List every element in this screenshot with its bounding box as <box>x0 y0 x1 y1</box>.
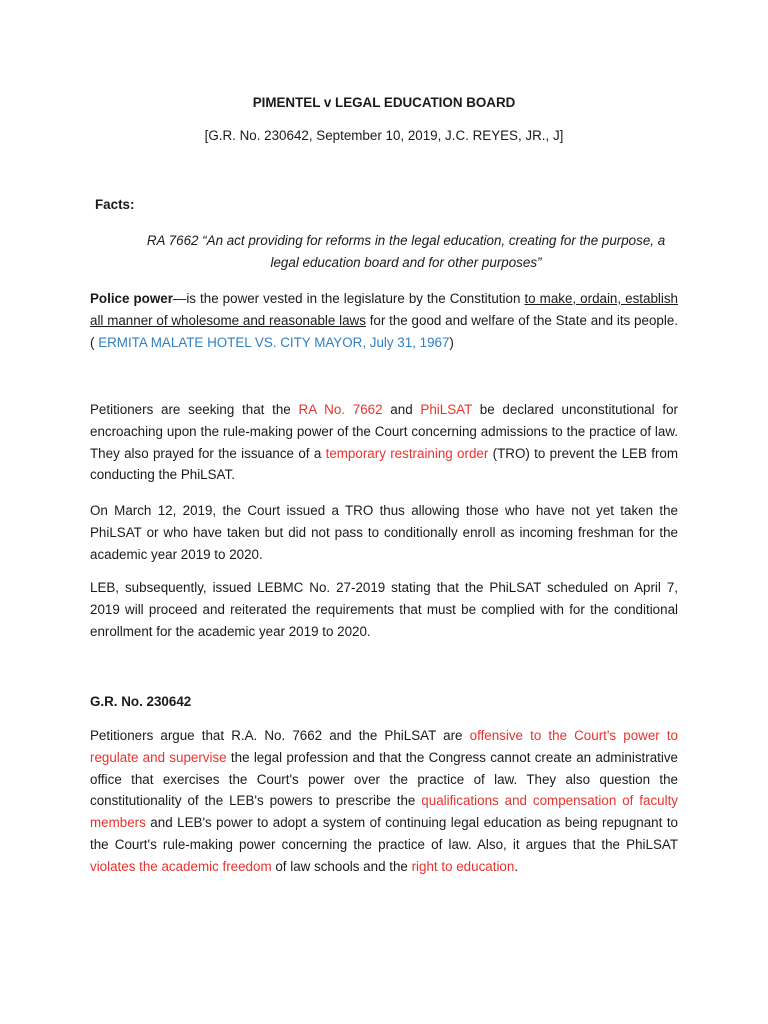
petition-text-2: and <box>382 402 421 417</box>
highlight-tro: temporary restraining order <box>325 445 489 461</box>
argument-text-4: of law schools and the <box>271 858 412 874</box>
highlight-faculty: qualifications and compensation of faculty members <box>90 793 678 831</box>
police-power-close: ) <box>449 334 454 350</box>
argument-paragraph <box>90 725 678 878</box>
police-power-paragraph <box>90 288 678 353</box>
highlight-ra-7662: RA No. 7662 <box>298 402 383 417</box>
case-citation: [G.R. No. 230642, September 10, 2019, J.C. REYES, JR., J] <box>204 128 564 143</box>
highlight-academic-freedom: violates the academic freedom <box>90 858 272 874</box>
argument-text-3: and LEB's power to adopt a system of continuing legal education as being repugnant to the Court's rule-making power concerning the practice of law. Also, it argues that the PhiLSAT <box>90 815 678 852</box>
police-power-term: Police power <box>90 291 173 306</box>
argument-text-2: the legal profession and that the Congress cannot create an administrative office that exercises the Court's power over the practice of law. They also question the constitutionality of the LEB's powers to prescribe the <box>90 749 678 809</box>
tro-paragraph: On March 12, 2019, the Court issued a TRO thus allowing those who have not yet taken the PhiLSAT or who have taken but did not pass to conditionally enroll as incoming freshman for the academic year 2019 to 2020. <box>90 503 678 562</box>
ra-description: RA 7662 “An act providing for reforms in the legal education, creating for the purpose, a legal education board and for other purposes” <box>146 233 666 270</box>
lebmc-paragraph: LEB, subsequently, issued LEBMC No. 27-2019 stating that the PhiLSAT scheduled on April 7, 2019 will proceed and reiterated the requirements that must be complied with for the conditional enrollment for the academic year 2019 to 2020. <box>90 580 678 639</box>
facts-label: Facts: <box>95 197 135 212</box>
police-power-underlined: to make, ordain, establish all manner of wholesome and reasonable laws <box>90 291 678 328</box>
section-heading: G.R. No. 230642 <box>90 694 192 709</box>
petition-text-4: (TRO) to prevent the LEB from conducting the PhiLSAT. <box>90 445 679 483</box>
petition-text-3: be declared unconstitutional for encroaching upon the rule-making power of the Court concerning admissions to the practice of law. They also prayed for the issuance of a <box>90 402 678 461</box>
police-power-text: —is the power vested in the legislature by the Constitution <box>172 291 525 306</box>
police-power-rest: for the good and welfare of the State and its people. ( <box>90 312 678 350</box>
case-reference: ERMITA MALATE HOTEL VS. CITY MAYOR, July 31, 1967 <box>98 334 450 350</box>
petition-text-1: Petitioners are seeking that the <box>90 402 299 417</box>
petition-paragraph <box>90 399 678 486</box>
highlight-philsat: PhiLSAT <box>420 402 473 417</box>
document-title: PIMENTEL v LEGAL EDUCATION BOARD <box>252 95 516 110</box>
highlight-court-power: offensive to the Court's power to regulate and supervise <box>90 728 679 765</box>
argument-text-1: Petitioners argue that R.A. No. 7662 and the PhiLSAT are <box>90 728 470 743</box>
highlight-right-to-education: right to education <box>411 858 515 874</box>
argument-text-5: . <box>514 858 519 874</box>
